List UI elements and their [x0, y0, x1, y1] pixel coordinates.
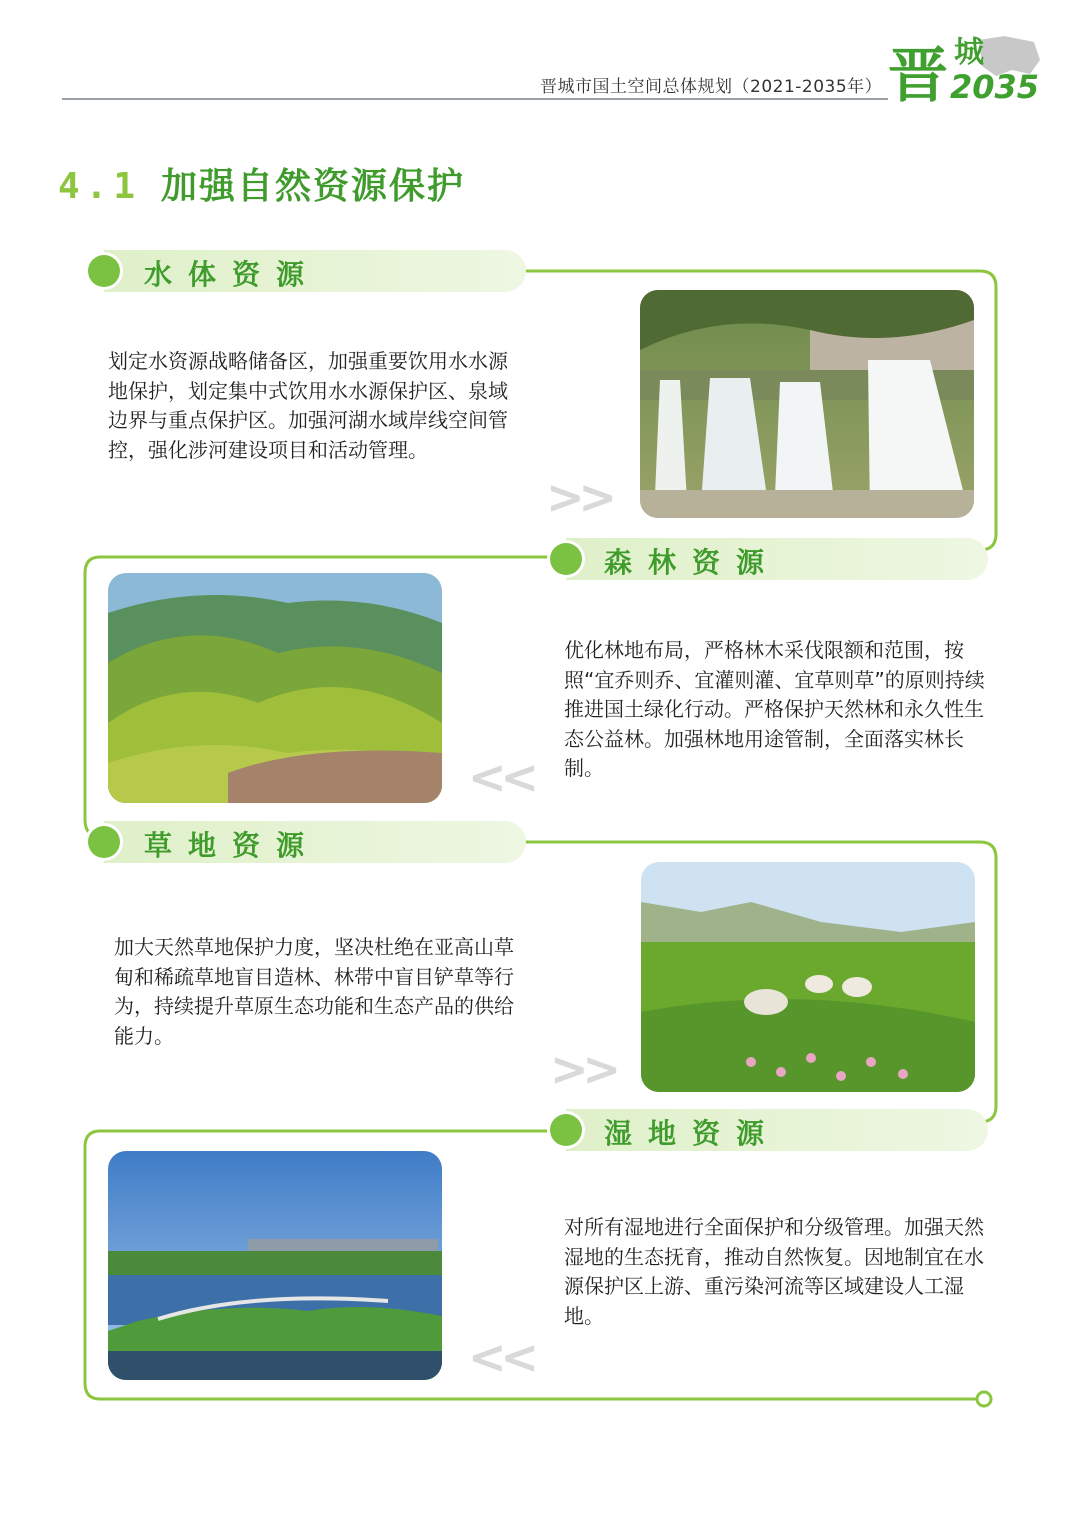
forest-resources-text: 优化林地布局，严格林木采伐限额和范围，按照“宜乔则乔、宜灌则灌、宜草则草”的原则持续推进国土绿化行动。严格保护天然林和永久性生态公益林。加强林地用途管制，全面落实林长制。 — [564, 638, 985, 780]
logo-year: 2035 — [950, 68, 1040, 106]
water-resources-text: 划定水资源战略储备区，加强重要饮用水水源地保护，划定集中式饮用水水源保护区、泉域边界与重点保护区。加强河湖水域岸线空间管控，强化涉河建设项目和活动管理。 — [108, 349, 508, 462]
section-heading — [58, 158, 465, 209]
waterfall-photo — [640, 290, 974, 518]
pill-wetland-resources — [566, 1109, 988, 1151]
pill-label-water: 水体资源 — [144, 258, 321, 291]
pill-water-resources — [104, 250, 526, 292]
logo-main-char: 晋 — [888, 41, 948, 110]
logo-side-char: 城 — [954, 35, 984, 70]
chevron-left-icon: << — [468, 1330, 534, 1384]
jincheng-2035-logo — [884, 30, 1044, 110]
grassland-cattle-photo — [641, 862, 975, 1092]
section-title-text: 加强自然资源保护 — [161, 166, 466, 207]
wetland-resources-text: 对所有湿地进行全面保护和分级管理。加强天然湿地的生态抚育，推动自然恢复。因地制宜在水源保护区上游、重污染河流等区域建设人工湿地。 — [564, 1215, 984, 1328]
document-header-title: 晋城市国土空间总体规划（2021-2035年） — [540, 77, 883, 97]
chevron-right-icon: >> — [550, 1042, 616, 1096]
bullet-dot-grassland — [88, 826, 120, 858]
chevron-left-icon: << — [468, 750, 534, 804]
pill-label-wetland: 湿地资源 — [604, 1117, 781, 1150]
bullet-dot-wetland — [550, 1114, 582, 1146]
section-number: 4.1 — [58, 166, 142, 207]
pill-forest-resources — [566, 538, 988, 580]
header-divider — [62, 98, 888, 100]
pill-label-grassland: 草地资源 — [144, 829, 321, 862]
chevron-right-icon: >> — [546, 470, 612, 524]
wetland-lake-photo — [108, 1151, 442, 1380]
forest-hills-photo — [108, 573, 442, 803]
bullet-dot-water — [88, 255, 120, 287]
pill-grassland-resources — [104, 821, 526, 863]
grassland-resources-text: 加大天然草地保护力度，坚决杜绝在亚高山草甸和稀疏草地盲目造林、林带中盲目铲草等行为，持续提升草原生态功能和生态产品的供给能力。 — [114, 935, 514, 1048]
pill-label-forest: 森林资源 — [604, 546, 781, 579]
bullet-dot-forest — [550, 543, 582, 575]
